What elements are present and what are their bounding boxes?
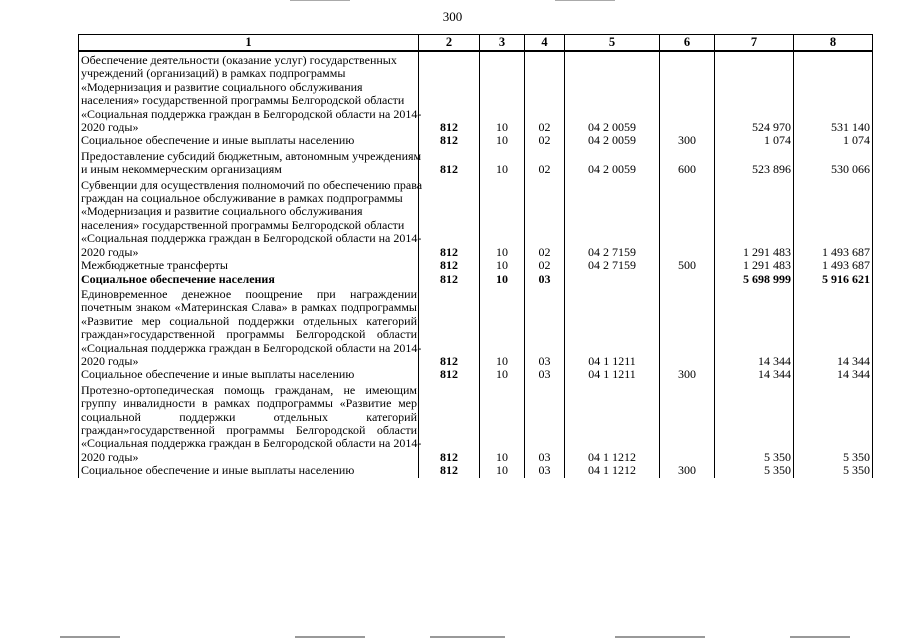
table-row <box>79 368 873 381</box>
target-article-cell: 04 2 0059 <box>565 134 660 147</box>
description-line: «Модернизация и развитие социального обслуживания <box>81 204 363 219</box>
target-article-cell: 04 2 7159 <box>565 177 660 259</box>
header-row <box>79 35 873 52</box>
amount-2016-cell: 5 350 <box>794 464 873 477</box>
description-line: и иным некоммерческим организациям <box>81 162 282 177</box>
expense-type-cell <box>660 382 715 464</box>
description-line: социальной поддержки отдельных категорий <box>81 409 417 424</box>
description-line: Социальное обеспечение и иные выплаты населению <box>81 463 355 478</box>
description-line: «Социальная поддержка граждан в Белгородской области на 2014- <box>81 231 422 246</box>
expense-type-cell <box>660 286 715 368</box>
amount-2016-cell: 1 493 687 <box>794 259 873 272</box>
ministry-code-cell: 812 <box>419 464 480 477</box>
target-article-cell: 04 1 1211 <box>565 368 660 381</box>
scan-edge-top <box>290 0 350 1</box>
scan-edge-bottom <box>790 636 850 638</box>
amount-2016-cell: 1 074 <box>794 134 873 147</box>
description-line: Единовременное денежное поощрение при награждении <box>81 286 417 301</box>
col-section-header: 3 <box>480 35 525 52</box>
budget-table <box>78 34 873 478</box>
amount-2015-cell: 1 074 <box>715 134 794 147</box>
subsection-code-cell: 02 <box>525 51 565 134</box>
ministry-code-cell: 812 <box>419 148 480 177</box>
description-line: 2020 годы» <box>81 449 139 464</box>
amount-2015-cell: 14 344 <box>715 368 794 381</box>
row-description-cell <box>79 382 422 464</box>
amount-2015-cell: 524 970 <box>715 51 794 134</box>
amount-2015-cell: 14 344 <box>715 286 794 368</box>
description-line: учреждений (организаций) в рамках подпрограммы <box>81 66 346 81</box>
col-ministry-header: 2 <box>419 35 480 52</box>
col-2016-header: 8 <box>794 35 873 52</box>
row-description-cell <box>79 368 419 381</box>
ministry-code-cell: 812 <box>419 382 480 464</box>
description-line: Субвенции для осуществления полномочий по обеспечению права <box>81 177 423 192</box>
col-name-header: 1 <box>79 35 419 52</box>
target-article-cell: 04 2 7159 <box>565 259 660 272</box>
description-line: граждан»государственной программы Белгородской области <box>81 422 417 437</box>
amount-2016-cell: 531 140 <box>794 51 873 134</box>
target-article-cell: 04 1 1212 <box>565 464 660 477</box>
scan-edge-bottom <box>430 636 505 638</box>
target-article-cell: 04 2 0059 <box>565 148 660 177</box>
description-line: граждан на социальное обслуживание в рамках подпрограммы <box>81 191 403 206</box>
table-body <box>79 51 873 478</box>
amount-2016-cell: 530 066 <box>794 148 873 177</box>
row-description-cell <box>79 273 419 286</box>
description-line: населения» государственной программы Белгородской области <box>81 217 405 232</box>
table-row <box>79 464 873 477</box>
description-line: Предоставление субсидий бюджетным, автономным учреждениям <box>81 148 422 163</box>
amount-2015-cell: 1 291 483 <box>715 177 794 259</box>
ministry-code-cell: 812 <box>419 259 480 272</box>
ministry-code-cell: 812 <box>419 134 480 147</box>
section-code-cell: 10 <box>480 148 525 177</box>
subsection-code-cell: 03 <box>525 368 565 381</box>
section-code-cell: 10 <box>480 177 525 259</box>
description-line: Межбюджетные трансферты <box>81 258 228 273</box>
amount-2016-cell: 1 493 687 <box>794 177 873 259</box>
subsection-code-cell: 03 <box>525 464 565 477</box>
description-line: граждан»государственной программы Белгородской области <box>81 327 417 342</box>
description-line: Социальное обеспечение населения <box>81 271 275 286</box>
ministry-code-cell: 812 <box>419 286 480 368</box>
ministry-code-cell: 812 <box>419 368 480 381</box>
target-article-cell: 04 2 0059 <box>565 51 660 134</box>
amount-2015-cell: 5 350 <box>715 464 794 477</box>
expense-type-cell: 600 <box>660 148 715 177</box>
ministry-code-cell: 812 <box>419 51 480 134</box>
description-line: Протезно-ортопедическая помощь гражданам, не имеющим <box>81 382 417 397</box>
amount-2016-cell: 5 350 <box>794 382 873 464</box>
expense-type-cell <box>660 273 715 286</box>
amount-2015-cell: 523 896 <box>715 148 794 177</box>
table-row <box>79 273 873 286</box>
scan-edge-top <box>555 0 615 1</box>
description-line: «Модернизация и развитие социального обслуживания <box>81 79 363 94</box>
target-article-cell: 04 1 1212 <box>565 382 660 464</box>
row-description-cell <box>79 464 419 477</box>
subsection-code-cell: 03 <box>525 286 565 368</box>
section-code-cell: 10 <box>480 286 525 368</box>
subsection-code-cell: 03 <box>525 273 565 286</box>
table-row <box>79 382 873 464</box>
description-line: «Развитие мер социальной поддержки отдельных категорий <box>81 313 417 328</box>
expense-type-cell: 300 <box>660 134 715 147</box>
expense-type-cell: 300 <box>660 464 715 477</box>
subsection-code-cell: 02 <box>525 177 565 259</box>
page-number: 300 <box>442 9 463 24</box>
description-line: 2020 годы» <box>81 353 139 368</box>
ministry-code-cell: 812 <box>419 177 480 259</box>
description-line: Обеспечение деятельности (оказание услуг) государственных <box>81 53 397 67</box>
amount-2015-cell: 5 350 <box>715 382 794 464</box>
table-row <box>79 177 873 259</box>
description-line: почетным знаком «Материнская Слава» в рамках подпрограммы <box>81 300 417 315</box>
table-header <box>79 35 873 52</box>
subsection-code-cell: 02 <box>525 259 565 272</box>
target-article-cell: 04 1 1211 <box>565 286 660 368</box>
row-description-cell <box>79 177 423 259</box>
subsection-code-cell: 02 <box>525 134 565 147</box>
amount-2015-cell: 1 291 483 <box>715 259 794 272</box>
expense-type-cell: 300 <box>660 368 715 381</box>
section-code-cell: 10 <box>480 134 525 147</box>
target-article-cell <box>565 273 660 286</box>
amount-2016-cell: 14 344 <box>794 286 873 368</box>
description-line: группу инвалидности в рамках подпрограммы «Развитие мер <box>81 396 417 411</box>
table-row <box>79 259 873 272</box>
expense-type-cell: 500 <box>660 259 715 272</box>
scan-edge-bottom <box>295 636 365 638</box>
section-code-cell: 10 <box>480 259 525 272</box>
subsection-code-cell: 03 <box>525 382 565 464</box>
expense-type-cell <box>660 51 715 134</box>
scan-edge-bottom <box>60 636 120 638</box>
row-description-cell <box>79 148 422 177</box>
row-description-cell <box>79 134 419 147</box>
table-row <box>79 134 873 147</box>
ministry-code-cell: 812 <box>419 273 480 286</box>
row-description-cell <box>79 259 419 272</box>
amount-2016-cell: 14 344 <box>794 368 873 381</box>
col-target-header: 5 <box>565 35 660 52</box>
table-row <box>79 148 873 177</box>
section-code-cell: 10 <box>480 464 525 477</box>
amount-2015-cell: 5 698 999 <box>715 273 794 286</box>
section-code-cell: 10 <box>480 273 525 286</box>
row-description-cell <box>79 51 422 135</box>
description-line: «Социальная поддержка граждан в Белгородской области на 2014- <box>81 436 422 451</box>
table-row <box>79 51 873 134</box>
description-line: Социальное обеспечение и иные выплаты населению <box>81 133 355 148</box>
section-code-cell: 10 <box>480 382 525 464</box>
col-2015-header: 7 <box>715 35 794 52</box>
section-code-cell: 10 <box>480 51 525 134</box>
description-line: 2020 годы» <box>81 244 139 259</box>
table-row <box>79 286 873 368</box>
amount-2016-cell: 5 916 621 <box>794 273 873 286</box>
description-line: 2020 годы» <box>81 120 139 135</box>
col-subsection-header: 4 <box>525 35 565 52</box>
description-line: Социальное обеспечение и иные выплаты населению <box>81 367 355 382</box>
section-code-cell: 10 <box>480 368 525 381</box>
subsection-code-cell: 02 <box>525 148 565 177</box>
scan-edge-bottom <box>615 636 705 638</box>
col-expense-header: 6 <box>660 35 715 52</box>
description-line: «Социальная поддержка граждан в Белгородской области на 2014- <box>81 106 422 121</box>
description-line: «Социальная поддержка граждан в Белгородской области на 2014- <box>81 340 422 355</box>
expense-type-cell <box>660 177 715 259</box>
row-description-cell <box>79 286 422 368</box>
description-line: населения» государственной программы Белгородской области <box>81 93 405 108</box>
